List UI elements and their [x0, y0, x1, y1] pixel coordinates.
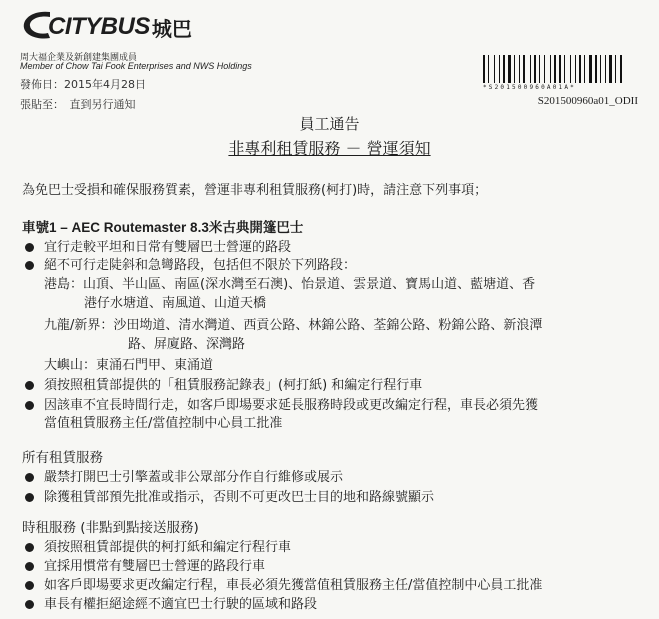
barcode-bar [530, 55, 531, 83]
section-heading: 所有租賃服務 [22, 450, 103, 466]
barcode-bar [541, 55, 543, 83]
barcode-bar [607, 55, 608, 83]
notice-subtitle: 非專利租賃服務 － 營運須知 [228, 139, 431, 158]
section-hourly-charter [22, 516, 642, 614]
section-heading: 時租服務 (非點到點接送服務) [22, 520, 199, 536]
citybus-logo [20, 8, 192, 42]
barcode-bar [544, 55, 545, 83]
list-item: 車長有權拒絕途經不適宜巴士行駛的區域和路段 [22, 596, 642, 614]
barcode-bar [602, 55, 604, 83]
barcode-bar [617, 55, 619, 83]
logo-chinese-name: 城巴 [151, 16, 192, 41]
section-bus-1 [22, 216, 642, 433]
list-item: 宜行走較平坦和日常有雙層巴士營運的路段 [22, 239, 642, 257]
list-item: 嚴禁打開巴士引擎蓋或非公眾部分作自行維修或展示 [22, 469, 642, 487]
barcode-bar [570, 55, 571, 83]
barcode-bar [503, 55, 505, 83]
barcode-bar [546, 55, 549, 83]
barcode-bar [521, 55, 522, 83]
barcode-bar [539, 55, 540, 83]
barcode-bar [564, 55, 565, 83]
barcode-bar [572, 55, 574, 83]
section-all-charter [22, 446, 642, 507]
barcode-bar [562, 55, 563, 83]
list-item: 除獲租賃部預先批准或指示，否則不可更改巴士目的地和路線號顯示 [22, 489, 642, 507]
barcode-bar [499, 55, 500, 83]
barcode-bar [575, 55, 576, 83]
barcode-bar [526, 55, 529, 83]
route-list-lantau: 大嶼山：東涌石門甲、東涌道 [44, 358, 214, 373]
barcode-bar [579, 55, 581, 83]
barcode-bar [600, 55, 601, 83]
barcode-bar [584, 55, 585, 83]
barcode-bar [559, 55, 561, 83]
route-list-kowloon-nt: 九龍/新界：沙田坳道、清水灣道、西貢公路、林錦公路、荃錦公路、粉錦公路、新浪潭 路、屏廈路、深灣路 [44, 318, 543, 352]
barcode-bar [506, 55, 507, 83]
barcode-bar [490, 55, 493, 83]
barcode-bar [557, 55, 558, 83]
barcode-bar [534, 55, 536, 83]
list-item: 須按照租賃部提供的柯打紙和編定行程行車 [22, 539, 642, 557]
barcode-bar [483, 55, 485, 83]
barcode-bar [620, 55, 622, 83]
barcode-bar [514, 55, 515, 83]
section-heading: 車號1 – AEC Routemaster 8.3米古典開篷巴士 [22, 220, 304, 235]
barcode-bar [582, 55, 583, 83]
list-item: 宜採用慣常有雙層巴士營運的路段行車 [22, 558, 642, 576]
barcode-bar [593, 55, 594, 83]
barcode-bar [519, 55, 520, 83]
barcode-bar [586, 55, 588, 83]
barcode-bar [532, 55, 533, 83]
issue-date: 發佈日：2015年4月28日 [20, 78, 146, 91]
barcode-bar [598, 55, 599, 83]
barcode-bar [486, 55, 487, 83]
notice-title: 員工通告 [299, 115, 360, 133]
list-item: 絕不可行走陡斜和急彎路段，包括但不限於下列路段： [22, 257, 642, 275]
intro-paragraph: 為免巴士受損和確保服務質素，營運非專利租賃服務(柯打)時，請注意下列事項； [22, 183, 488, 198]
barcode-bar [589, 55, 592, 83]
barcode-bar [552, 55, 553, 83]
barcode-bar [613, 55, 614, 83]
barcode-bar [496, 55, 498, 83]
posted-until: 張貼至： 直到另行通知 [20, 98, 136, 111]
barcode-bar [488, 55, 489, 83]
barcode-bar [516, 55, 518, 83]
barcode-bar [537, 55, 538, 83]
barcode-bar [494, 55, 495, 83]
barcode-bar [523, 55, 525, 83]
barcode-bar [623, 55, 624, 83]
barcode-bar [512, 55, 513, 83]
reference-code: S201500960a01_ODII [537, 95, 638, 107]
company-subtitle-cn: 周大福企業及新創建集團成員 [20, 53, 138, 63]
barcode-bar [577, 55, 578, 83]
barcode-bar [566, 55, 569, 83]
barcode-bar [501, 55, 502, 83]
barcode-bar [508, 55, 511, 83]
barcode-bar [554, 55, 556, 83]
list-item: 須按照租賃部提供的「租賃服務記錄表」(柯打紙) 和編定行程行車 [22, 377, 642, 395]
barcode-bar [605, 55, 606, 83]
list-item: 因該車不宜長時間行走，如客戶即場要求延長服務時段或更改編定行程，車長必須先獲 當值租賃服務主任/當值控制中心員工批准 [22, 397, 642, 433]
company-subtitle-en: Member of Chow Tai Fook Enterprises and NWS Holdings [20, 61, 252, 71]
barcode [483, 55, 639, 83]
route-list-hk-island: 港島：山頂、半山區、南區(深水灣至石澳)、怡景道、雲景道、寶馬山道、藍塘道、香 港仔水塘道、南風道、山道天橋 [44, 277, 536, 311]
barcode-caption: *S201500960A01A* [483, 84, 576, 91]
barcode-bar [615, 55, 616, 83]
logo-wordmark: CITYBUS [48, 13, 150, 40]
list-item: 如客戶即場要求更改編定行程，車長必須先獲當值租賃服務主任/當值控制中心員工批准 [22, 577, 642, 595]
barcode-bar [550, 55, 551, 83]
barcode-bar [595, 55, 597, 83]
barcode-bar [609, 55, 612, 83]
